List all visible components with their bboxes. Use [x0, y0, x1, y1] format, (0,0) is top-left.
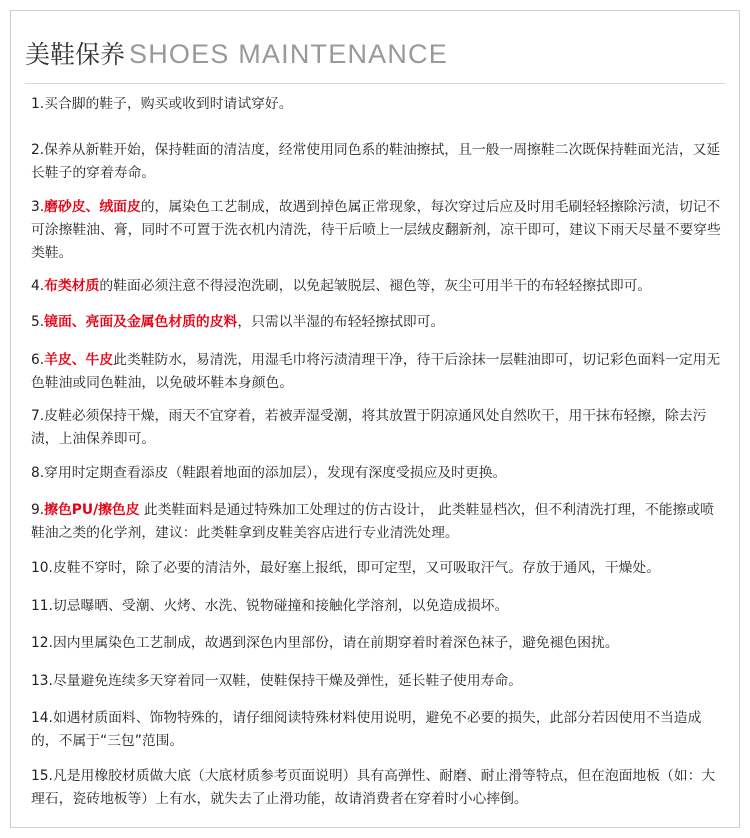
tip-number: 3. — [31, 199, 45, 215]
tip-item-3 — [31, 196, 726, 265]
tip-item-9 — [31, 499, 726, 545]
tip-text: 此类鞋面料是通过特殊加工处理过的仿古设计， 此类鞋显档次，但不利清洗打理，不能擦或喷鞋油之类的化学剂，建议：此类鞋拿到皮鞋美容店进行专业清洗处理。 — [31, 502, 714, 541]
page-header — [25, 35, 448, 71]
tip-item-12: 12.因内里属染色工艺制成，故遇到深色内里部份，请在前期穿着时着深色袜子，避免褪色困扰。 — [31, 635, 619, 651]
tip-item-1: 1.买合脚的鞋子，购买或收到时请试穿好。 — [31, 96, 293, 112]
tip-item-2: 2.保养从新鞋开始，保持鞋面的清洁度，经常使用同色系的鞋油擦拭，且一般一周擦鞋二次既保持鞋面光洁，又延长鞋子的穿着寿命。 — [31, 142, 721, 181]
page-title: 美鞋保养 — [25, 40, 126, 69]
tip-number: 4. — [31, 278, 45, 294]
highlight-term: 擦色PU/擦色皮 — [44, 502, 140, 518]
header-divider — [25, 83, 725, 84]
maintenance-sheet — [10, 10, 740, 828]
tip-item-11: 11.切忌曝晒、受潮、火烤、水洗、锐物碰撞和接触化学溶剂，以免造成损坏。 — [31, 598, 509, 614]
tip-number: 6. — [31, 352, 45, 368]
tip-text: 的，属染色工艺制成，故遇到掉色属正常现象，每次穿过后应及时用毛刷轻轻擦除污渍，切记不可涂擦鞋油、膏，同时不可置于洗衣机内清洗，待干后喷上一层绒皮翻新剂，凉干即可，建议下雨天尽量不要穿些类鞋。 — [31, 199, 721, 261]
highlight-term: 镜面、亮面及金属色材质的皮料 — [44, 314, 238, 330]
tip-item-15: 15.凡是用橡胶材质做大底（大底材质参考页面说明）具有高弹性、耐磨、耐止滑等特点，但在泡面地板（如：大理石，瓷砖地板等）上有水，就失去了止滑功能，故请消费者在穿着时小心摔倒。 — [31, 768, 716, 807]
page-subtitle: SHOES MAINTENANCE — [129, 39, 448, 69]
tip-item-6 — [31, 349, 726, 395]
tip-item-4 — [31, 275, 726, 298]
tip-item-7: 7.皮鞋必须保持干燥，雨天不宜穿着，若被弄湿受潮，将其放置于阴凉通风处自然吹干，用干抹布轻擦，除去污渍，上油保养即可。 — [31, 408, 707, 447]
tip-number: 9. — [31, 502, 45, 518]
tip-text: 的鞋面必须注意不得浸泡洗刷，以免起皱脱层、褪色等，灰尘可用半干的布轻轻擦拭即可。 — [99, 278, 652, 294]
tip-text: ，只需以半湿的布轻轻擦拭即可。 — [237, 314, 445, 330]
highlight-term: 羊皮、牛皮 — [44, 352, 114, 368]
tip-item-14: 14.如遇材质面料、饰物特殊的，请仔细阅读特殊材料使用说明，避免不必要的损失，此部分若因使用不当造成的，不属于“三包”范围。 — [31, 710, 702, 749]
tip-item-8: 8.穿用时定期查看添皮（鞋跟着地面的添加层），发现有深度受损应及时更换。 — [31, 465, 507, 481]
tip-item-10: 10.皮鞋不穿时，除了必要的清洁外，最好塞上报纸，即可定型，又可吸取汗气。存放于通风，干燥处。 — [31, 560, 661, 576]
tip-text: 此类鞋防水，易清洗，用湿毛巾将污渍清理干净，待干后涂抹一层鞋油即可，切记彩色面料一定用无色鞋油或同色鞋油，以免破坏鞋本身颜色。 — [31, 352, 721, 391]
tip-number: 5. — [31, 314, 45, 330]
tip-item-13: 13.尽量避免连续多天穿着同一双鞋，使鞋保持干燥及弹性，延长鞋子使用寿命。 — [31, 673, 523, 689]
tip-item-5 — [31, 311, 726, 334]
highlight-term: 磨砂皮、绒面皮 — [44, 199, 141, 215]
highlight-term: 布类材质 — [44, 278, 100, 294]
